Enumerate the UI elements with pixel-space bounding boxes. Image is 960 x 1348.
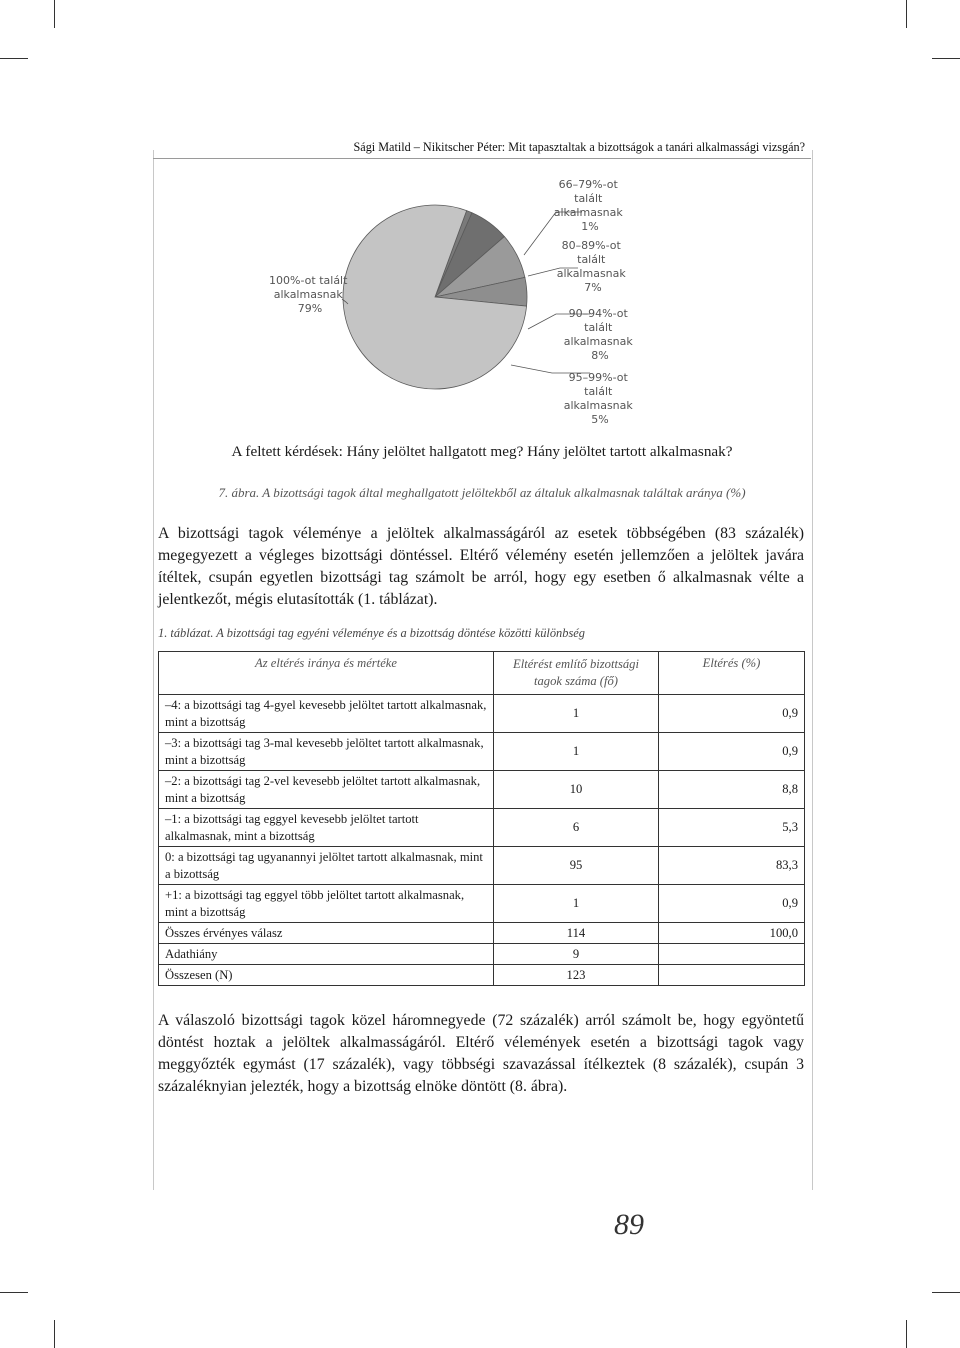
column-header: Eltérés (%) [659,652,805,695]
row-label: +1: a bizottsági tag eggyel több jelöltet tartott alkalmasnak, mint a bizottság [159,885,494,923]
column-header: Eltérést említő bizottsági tagok száma (fő) [494,652,659,695]
crop-mark [932,58,960,59]
summary-percent [659,944,805,965]
slice-label-90: 90–94%-ot talált alkalmasnak 8% [563,307,633,362]
figure-question: A feltett kérdések: Hány jelöltet hallgatott meg? Hány jelöltet tartott alkalmasnak? [231,443,733,460]
table-row [159,733,805,771]
row-label: 0: a bizottsági tag ugyanannyi jelöltet tartott alkalmasnak, mint a bizottság [159,847,494,885]
count-cell: 95 [494,847,659,885]
percent-cell: 0,9 [659,885,805,923]
pie-chart [260,168,660,433]
percent-cell: 0,9 [659,733,805,771]
row-label: –3: a bizottsági tag 3-mal kevesebb jelöltet tartott alkalmasnak, mint a bizottság [159,733,494,771]
page-number: 89 [614,1208,644,1241]
header-rule [153,158,811,159]
crop-mark [54,1320,55,1348]
figure-caption: 7. ábra. A bizottsági tagok által meghallgatott jelöltekből az általuk alkalmasnak találtak aránya (%) [218,485,746,500]
count-cell: 6 [494,809,659,847]
crop-mark [0,58,28,59]
count-cell: 1 [494,885,659,923]
table-header-row [159,652,805,695]
percent-cell: 0,9 [659,695,805,733]
table-caption: 1. táblázat. A bizottsági tag egyéni véleménye és a bizottság döntése közötti különbség [158,626,585,640]
table-row [159,885,805,923]
crop-mark [0,1292,28,1293]
count-cell: 10 [494,771,659,809]
slice-label-95: 95–99%-ot talált alkalmasnak 5% [563,371,633,426]
table-row [159,809,805,847]
table-row [159,695,805,733]
data-table [158,651,805,986]
count-cell: 1 [494,695,659,733]
table-row [159,771,805,809]
summary-percent: 100,0 [659,923,805,944]
summary-count: 9 [494,944,659,965]
column-header: Az eltérés iránya és mértéke [159,652,494,695]
running-header: Sági Matild – Nikitscher Péter: Mit tapasztaltak a bizottságok a tanári alkalmassági vizsgán? [353,140,805,154]
summary-percent [659,965,805,986]
summary-row [159,944,805,965]
pie-slices [343,205,527,389]
row-label: –1: a bizottsági tag eggyel kevesebb jelöltet tartott alkalmasnak, mint a bizottság [159,809,494,847]
body-paragraph-2: A válaszoló bizottsági tagok közel háromnegyede (72 százalék) arról számolt be, hogy egyöntetű döntést hoztak a jelöltek alkalmasságáról. Eltérő vélemények esetén a bizottsági tagok vagy meggyőzték egymást (17 százalék), vagy többségi szavazással ítélkeztek (8 százalék), csupán 3 százaléknyian jelezték, hogy a bizottság elnöke döntött (8. ábra). [158,1012,804,1095]
table-row [159,847,805,885]
percent-cell: 83,3 [659,847,805,885]
summary-row [159,923,805,944]
summary-label: Összes érvényes válasz [159,923,494,944]
summary-count: 123 [494,965,659,986]
slice-label-66: 66–79%-ot talált alkalmasnak 1% [553,178,623,233]
body-paragraph-1: A bizottsági tagok véleménye a jelöltek alkalmasságáról az esetek többségében (83 százalék) megegyezett a végleges bizottsági döntéssel. Eltérő vélemény esetén jellemzően a jelöltek javára ítéltek, csupán egyetlen bizottsági tag számolt be arról, hogy egy esetben ő alkalmasnak vélte a jelentkezőt, mégis elutasították (1. táblázat). [158,525,804,608]
summary-row [159,965,805,986]
percent-cell: 5,3 [659,809,805,847]
row-label: –2: a bizottsági tag 2-vel kevesebb jelöltet tartott alkalmasnak, mint a bizottság [159,771,494,809]
crop-mark [54,0,55,28]
row-label: –4: a bizottsági tag 4-gyel kevesebb jelöltet tartott alkalmasnak, mint a bizottság [159,695,494,733]
crop-mark [906,0,907,28]
percent-cell: 8,8 [659,771,805,809]
slice-label-100: 100%-ot talált alkalmasnak 79% [269,274,348,315]
count-cell: 1 [494,733,659,771]
summary-count: 114 [494,923,659,944]
slice-label-80: 80–89%-ot talált alkalmasnak 7% [556,239,626,294]
crop-mark [932,1292,960,1293]
crop-mark [906,1320,907,1348]
summary-label: Összesen (N) [159,965,494,986]
summary-label: Adathiány [159,944,494,965]
